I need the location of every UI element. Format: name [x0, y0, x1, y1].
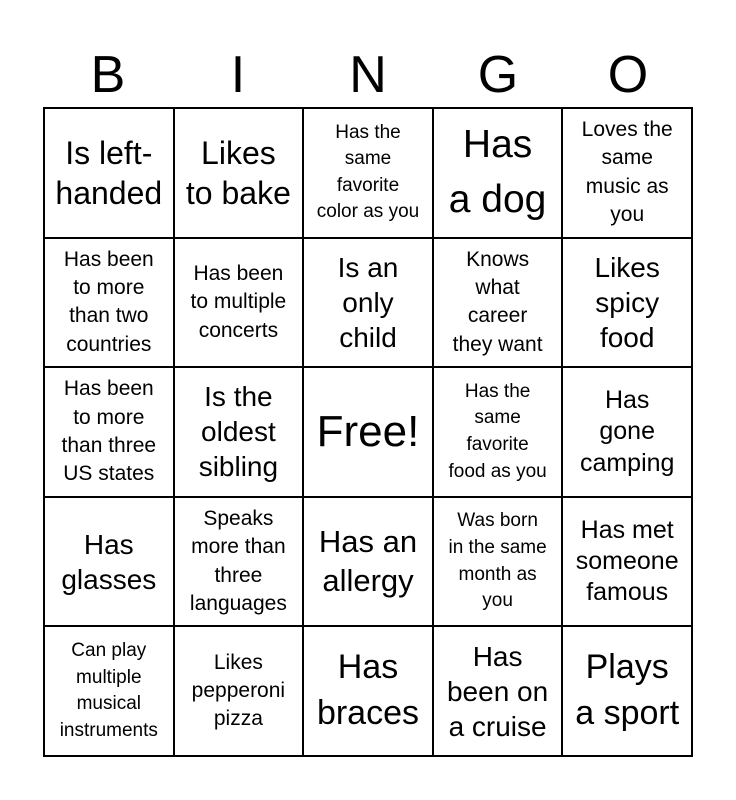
bingo-cell-text: Has been to multiple concerts	[190, 261, 287, 342]
bingo-cell[interactable]	[174, 367, 304, 497]
bingo-cell[interactable]	[44, 238, 174, 368]
header-letter-g: G	[477, 46, 519, 104]
free-space-text: Free!	[316, 406, 420, 456]
bingo-cell-text: Has the same favorite color as you	[316, 121, 420, 223]
bingo-cell[interactable]	[174, 238, 304, 368]
bingo-cell[interactable]	[433, 626, 563, 756]
bingo-cell-text: Has glasses	[61, 528, 157, 595]
bingo-cell[interactable]	[303, 497, 433, 627]
bingo-cell[interactable]	[44, 367, 174, 497]
bingo-cell-text: Speaks more than three languages	[189, 506, 287, 615]
bingo-cell-text: Has been to more than two countries	[63, 247, 154, 356]
bingo-cell[interactable]	[433, 108, 563, 238]
bingo-cell-text: Has the same favorite food as you	[448, 380, 547, 482]
bingo-cell-text: Loves the same music as you	[581, 118, 673, 227]
bingo-cell-text: Can play multiple musical instruments	[59, 640, 158, 741]
bingo-cell-text: Was born in the same month as you	[448, 510, 547, 612]
bingo-cell-text: Is left- handed	[55, 134, 163, 211]
bingo-cell-text: Likes pepperoni pizza	[191, 650, 286, 731]
bingo-cell[interactable]	[562, 238, 692, 368]
free-space-cell[interactable]	[303, 367, 433, 497]
bingo-cell-text: Has been on a cruise	[446, 640, 549, 742]
header-letter-o: O	[607, 46, 649, 104]
bingo-cell[interactable]	[303, 626, 433, 756]
header-letter-i: I	[230, 46, 246, 104]
bingo-cell[interactable]	[303, 108, 433, 238]
bingo-cell[interactable]	[174, 626, 304, 756]
bingo-cell-text: Knows what career they want	[452, 247, 543, 356]
bingo-cell[interactable]	[174, 108, 304, 238]
bingo-cell-text: Plays a sport	[575, 648, 680, 733]
bingo-cell[interactable]	[433, 367, 563, 497]
bingo-cell-text: Has braces	[316, 648, 420, 733]
bingo-board	[43, 107, 693, 757]
bingo-cell[interactable]	[44, 626, 174, 756]
bingo-cell[interactable]	[562, 367, 692, 497]
bingo-cell[interactable]	[174, 497, 304, 627]
bingo-cell-text: Is an only child	[337, 251, 399, 353]
header-letter-b: B	[90, 46, 126, 104]
bingo-cell-text: Likes to bake	[185, 134, 291, 211]
bingo-cell[interactable]	[433, 238, 563, 368]
bingo-header	[43, 42, 693, 108]
bingo-cell-text: Has gone camping	[579, 386, 675, 477]
bingo-cell[interactable]	[44, 497, 174, 627]
bingo-cell[interactable]	[562, 626, 692, 756]
bingo-cell[interactable]	[562, 108, 692, 238]
bingo-cell[interactable]	[44, 108, 174, 238]
bingo-cell-text: Has been to more than three US states	[61, 377, 157, 486]
bingo-cell-text: Has met someone famous	[575, 515, 679, 607]
bingo-cell[interactable]	[562, 497, 692, 627]
bingo-cell[interactable]	[303, 238, 433, 368]
bingo-cell-text: Is the oldest sibling	[198, 381, 279, 483]
bingo-cell[interactable]	[433, 497, 563, 627]
bingo-cell-text: Has a dog	[448, 123, 547, 221]
bingo-cell-text: Has an allergy	[318, 523, 418, 598]
header-letter-n: N	[349, 46, 387, 104]
bingo-cell-text: Likes spicy food	[594, 251, 660, 353]
